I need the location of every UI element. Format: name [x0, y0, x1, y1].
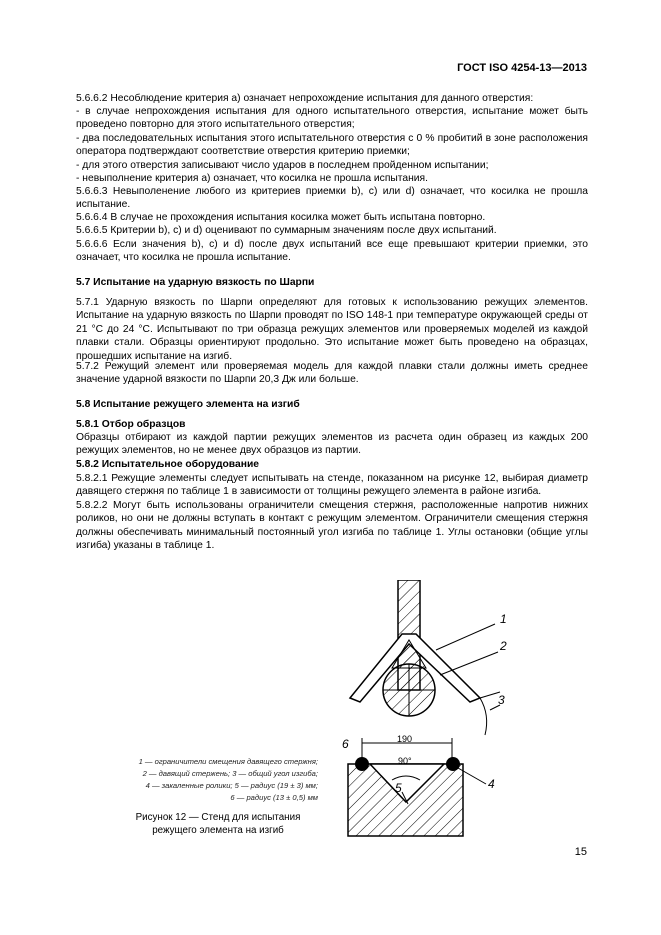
- caption-line-1: Рисунок 12 — Стенд для испытания: [135, 812, 301, 823]
- label-5: 5: [395, 781, 402, 795]
- para-5-6-6-2-b: - два последовательных испытания этого испытательного отверстия с 0 % пробитий в зоне расположения оператора подтверждают соответствие отверстия критерию приемки;: [76, 133, 588, 158]
- para-5-6-6-2-c: - для этого отверстия записывают число ударов в последнем пройденном испытании;: [76, 160, 489, 171]
- para-5-8-1: Образцы отбирают из каждой партии режущих элементов из расчета один образец из каждых 200 режущих элементов, но не менее двух образцов из партии.: [76, 432, 588, 457]
- section-5-8-1-heading: 5.8.1 Отбор образцов: [76, 419, 186, 430]
- para-5-6-6-6: 5.6.6.6 Если значения b), c) и d) после двух испытаний все еще превышают критерии приемки, это означает, что косилка не прошла испытание.: [76, 239, 588, 264]
- para-5-6-6-5: 5.6.6.5 Критерии b), c) и d) оценивают по суммарным значениям после двух испытаний.: [76, 225, 497, 236]
- section-5-8-2-heading: 5.8.2 Испытательное оборудование: [76, 459, 259, 470]
- para-5-8-2-1: 5.8.2.1 Режущие элементы следует испытывать на стенде, показанном на рисунке 12, выбирая диаметр давящего стержня по таблице 1 в зависимости от толщины режущего элемента в районе изгиба.: [76, 473, 588, 498]
- figure-caption: [118, 812, 318, 837]
- section-5-7-heading: 5.7 Испытание на ударную вязкость по Шарпи: [76, 277, 315, 288]
- section-5-8-heading: 5.8 Испытание режущего элемента на изгиб: [76, 399, 300, 410]
- angle-90: 90°: [398, 756, 412, 766]
- hardened-roller-right: [446, 757, 460, 771]
- label-2: 2: [500, 639, 507, 653]
- para-5-7-1: 5.7.1 Ударную вязкость по Шарпи определяют для готовых к использованию режущих элементов. Испытание на ударную вязкость по Шарпи проводят по ISO 148-1 при температуре окружающей среды от 21 °С до 24 °С. Испытывают по три образца режущих элементов или проверяемых моделей из каждой плавки стали. Образцы ориентируют продольно. Это испытание может быть проведено на образцах, прошедших испытание на изгиб.: [76, 297, 588, 362]
- legend-line-1: 1 — ограничители смещения давящего стержня;: [138, 757, 318, 766]
- label-1: 1: [500, 612, 507, 626]
- label-3: 3: [498, 693, 505, 707]
- legend-line-3: 4 — закаленные ролики; 5 — радиус (19 ± 3) мм;: [145, 781, 318, 790]
- label-4: 4: [488, 777, 495, 791]
- label-6: 6: [342, 737, 349, 751]
- dimension-190: 190: [397, 734, 413, 744]
- para-5-6-6-2: 5.6.6.2 Несоблюдение критерия a) означает непрохождение испытания для данного отверстия:: [76, 93, 534, 104]
- document-standard-header: ГОСТ ISO 4254-13—2013: [457, 62, 587, 74]
- caption-line-2: режущего элемента на изгиб: [152, 824, 284, 836]
- para-5-8-2-2: 5.8.2.2 Могут быть использованы ограничители смещения стержня, расположенные напротив нижних роликов, но они не должны вступать в контакт с режущим элементом. Ограничители смещения стержня должны обеспечивать минимальный постоянный угол изгиба по таблице 1. Углы остановки (общие углы изгиба) указаны в таблице 1.: [76, 500, 588, 552]
- para-5-6-6-2-a: - в случае непрохождения испытания для одного испытательного отверстия, испытание может быть проведено повторно для этого испытательного отверстия;: [76, 106, 588, 131]
- para-5-6-6-4: 5.6.6.4 В случае не прохождения испытания косилка может быть испытана повторно.: [76, 212, 486, 223]
- legend-line-2: 2 — давящий стержень; 3 — общий угол изгиба;: [142, 769, 318, 778]
- legend-line-4: 6 — радиус (13 ± 0,5) мм: [230, 793, 318, 802]
- para-5-6-6-3: 5.6.6.3 Невыполенение любого из критериев приемки b), c) или d) означает, что косилка не прошла испытание.: [76, 186, 588, 211]
- bending-test-stand-figure: [340, 580, 520, 840]
- figure-legend: [108, 756, 318, 804]
- hardened-roller-left: [355, 757, 369, 771]
- para-5-6-6-2-d: - невыполнение критерия a) означает, что косилка не прошла испытания.: [76, 173, 428, 184]
- para-5-7-2: 5.7.2 Режущий элемент или проверяемая модель для каждой плавки стали должны иметь среднее значение ударной вязкости по Шарпи 20,3 Дж или больше.: [76, 361, 588, 386]
- page-number: 15: [574, 846, 587, 858]
